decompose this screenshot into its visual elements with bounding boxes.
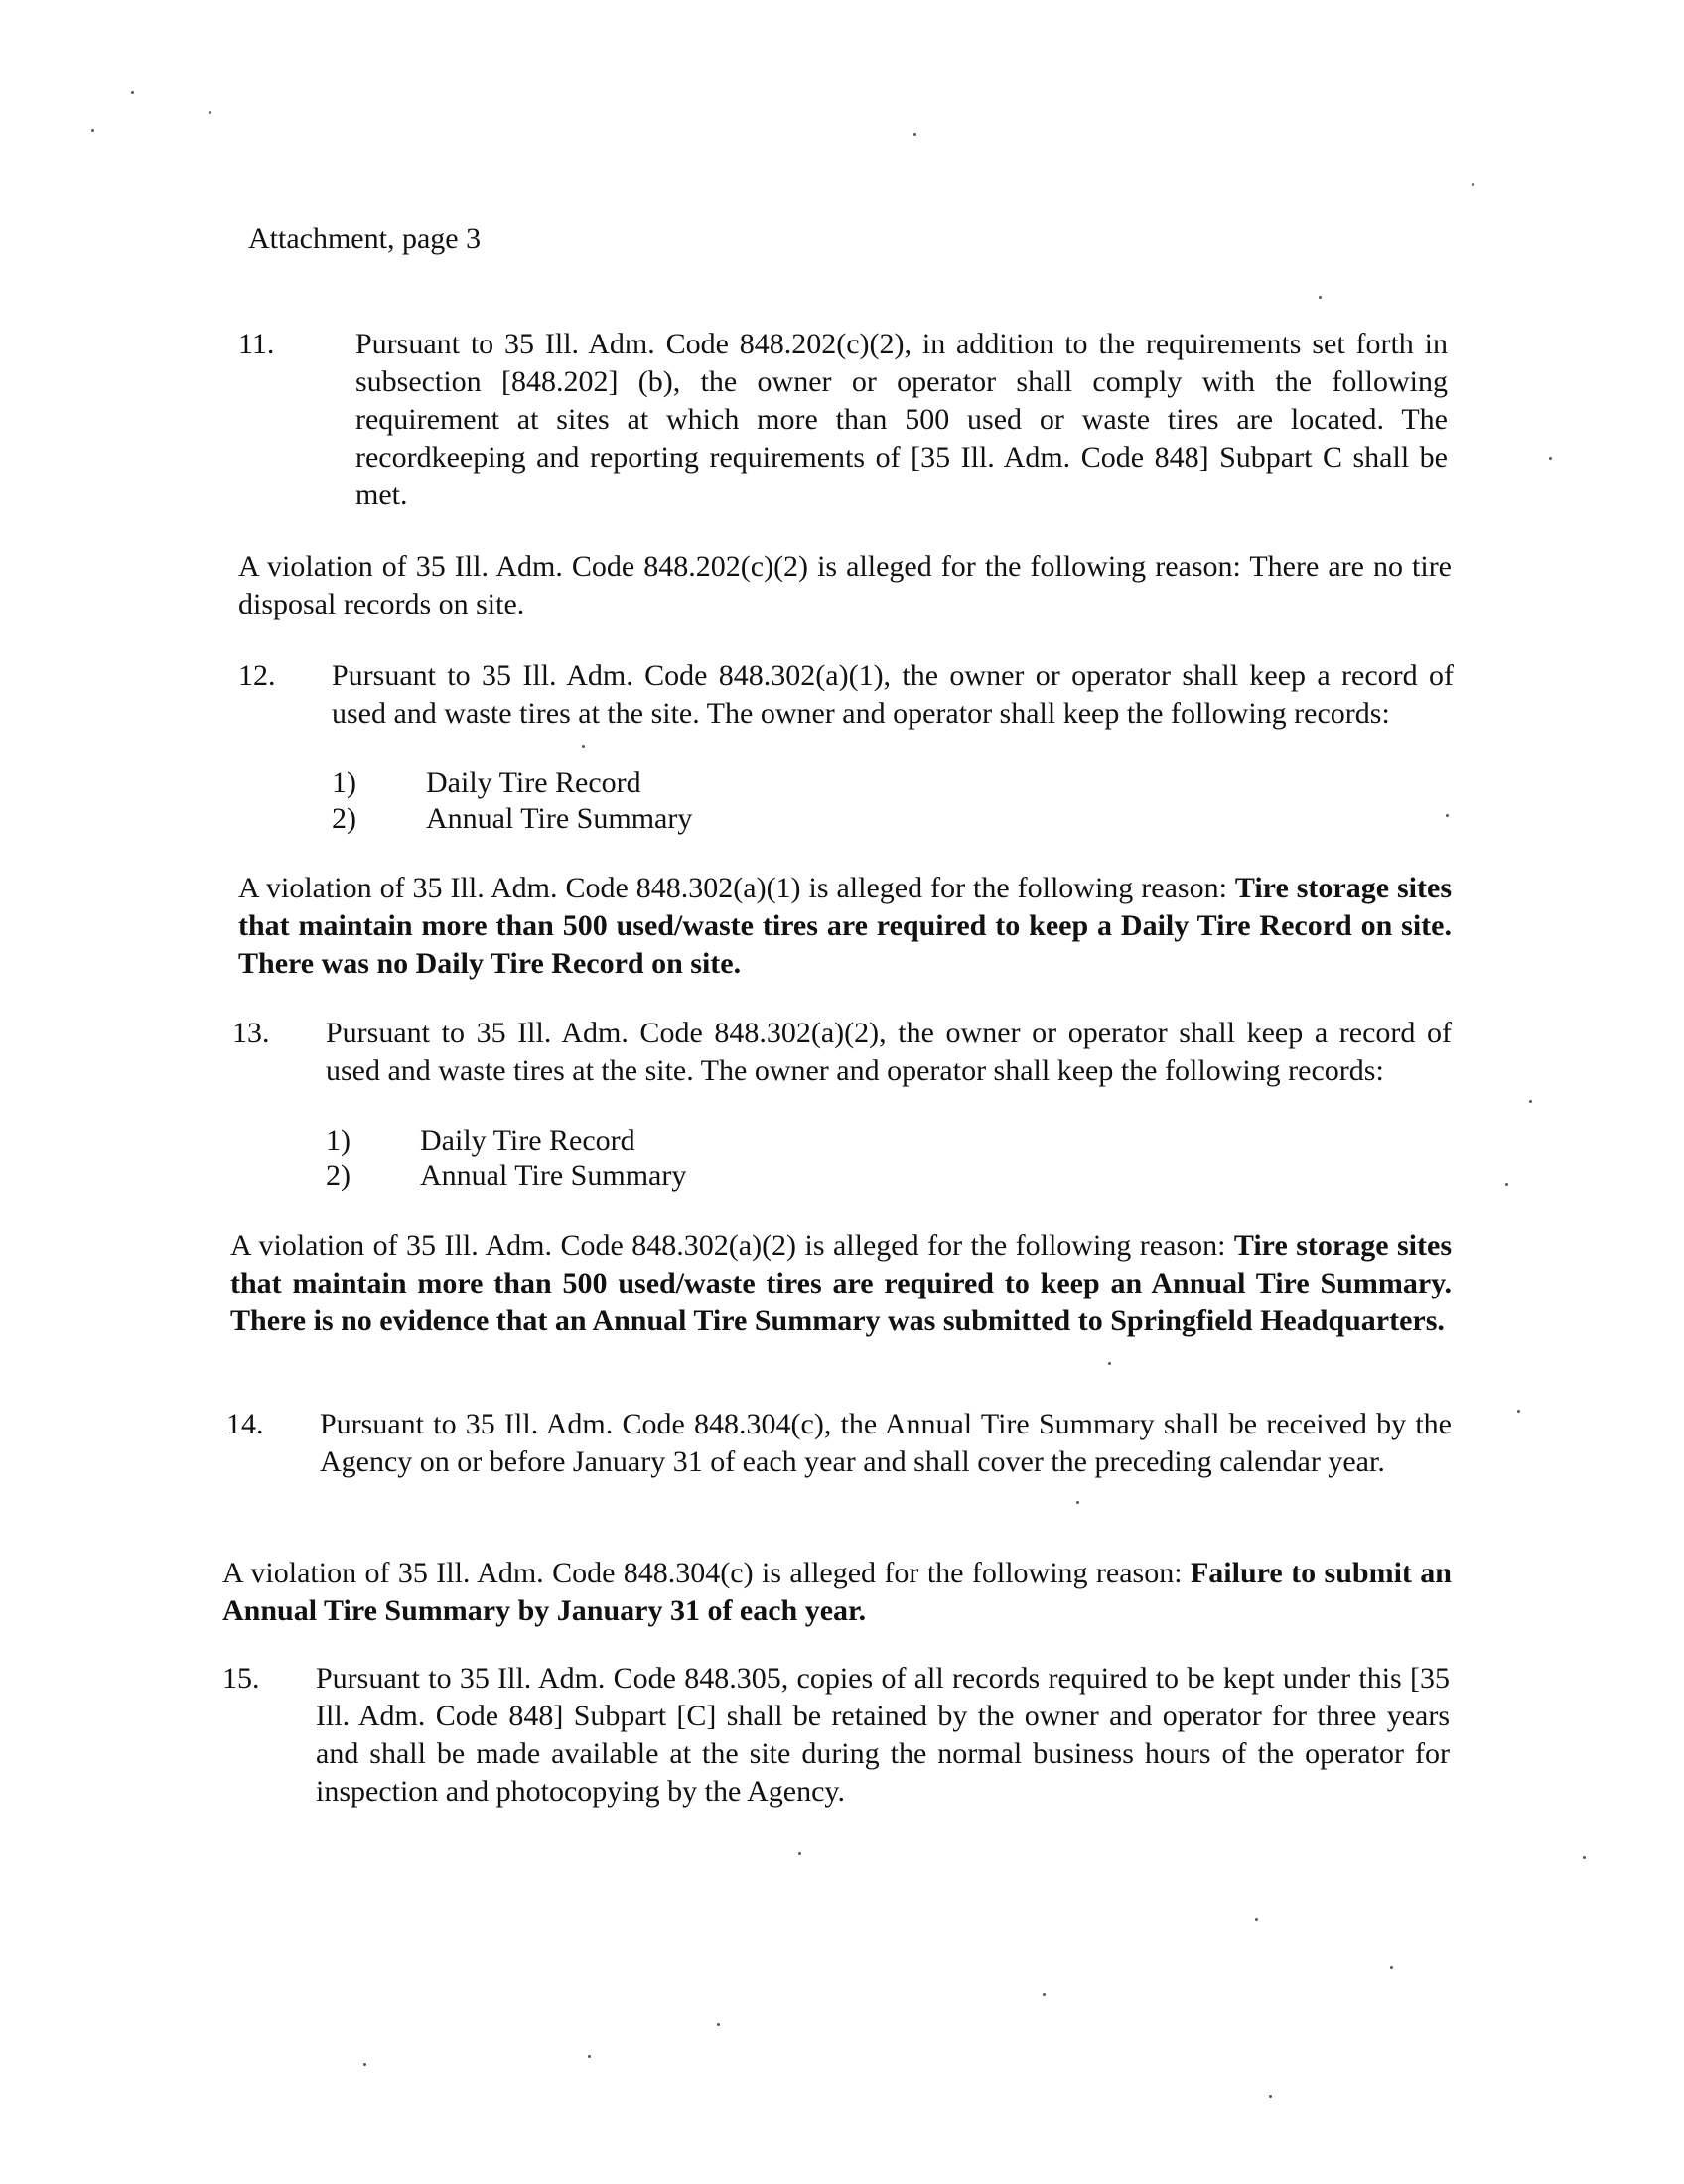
list-item-text: Annual Tire Summary xyxy=(420,1160,687,1192)
scan-speck xyxy=(131,91,134,94)
scan-speck xyxy=(91,129,94,132)
paragraph-number: 15. xyxy=(222,1662,260,1695)
scan-speck xyxy=(1517,1410,1520,1413)
violation-statement-12 xyxy=(238,870,1452,983)
list-item-text: Annual Tire Summary xyxy=(426,802,693,835)
paragraph-number: 12. xyxy=(238,659,276,692)
scan-speck xyxy=(1319,296,1322,299)
violation-statement-11 xyxy=(238,548,1452,623)
scan-speck xyxy=(717,2023,720,2026)
scan-speck xyxy=(582,745,585,748)
scan-speck xyxy=(1446,814,1449,817)
list-item-number: 1) xyxy=(326,1124,351,1157)
list-item-number: 2) xyxy=(332,802,356,835)
paragraph-text: Pursuant to 35 Ill. Adm. Code 848.305, copies of all records required to be kept under this [35 Ill. Adm. Code 848] Subpart [C] shall be retained by the owner and operator for three years and shall be made available at the site during the normal business hours of the operator for inspection and photocopying by the Agency. xyxy=(316,1662,1450,1808)
scan-speck xyxy=(1529,1100,1532,1103)
scan-speck xyxy=(1043,1993,1046,1996)
scan-speck xyxy=(913,133,916,136)
scan-speck xyxy=(1505,1183,1508,1186)
page-header: Attachment, page 3 xyxy=(248,222,482,255)
violation-statement-13 xyxy=(230,1227,1452,1340)
paragraph-text: Pursuant to 35 Ill. Adm. Code 848.304(c), the Annual Tire Summary shall be received by the Agency on or before January 31 of each year and shall cover the preceding calendar year. xyxy=(320,1408,1452,1478)
violation-statement-14 xyxy=(222,1555,1452,1630)
list-item-text: Daily Tire Record xyxy=(426,766,641,799)
scan-speck xyxy=(1583,1856,1586,1859)
scan-speck xyxy=(1269,2095,1272,2098)
scan-speck xyxy=(363,2063,366,2066)
scan-speck xyxy=(209,111,211,114)
paragraph-number: 13. xyxy=(232,1017,270,1049)
scan-speck xyxy=(798,1852,801,1855)
paragraph-text: Pursuant to 35 Ill. Adm. Code 848.302(a)(1), the owner or operator shall keep a record of used and waste tires at the site. The owner and operator shall keep the following records: xyxy=(332,659,1454,730)
scan-speck xyxy=(1390,1966,1393,1969)
scan-speck xyxy=(1108,1362,1111,1365)
scan-speck xyxy=(588,2055,591,2058)
list-item-number: 1) xyxy=(332,766,356,799)
violation-reason-bold: Failure to submit an Annual Tire Summary by January 31 of each year. xyxy=(222,1557,1452,1627)
violation-reason-text: A violation of 35 Ill. Adm. Code 848.302(a)(1) is alleged for the following reason: xyxy=(238,872,1235,904)
violation-reason-bold: Tire storage sites that maintain more than 500 used/waste tires are required to keep an Annual Tire Summary. There is no evidence that an Annual Tire Summary was submitted to Springfield Headquarters. xyxy=(230,1229,1452,1337)
paragraph-text: Pursuant to 35 Ill. Adm. Code 848.202(c)(2), in addition to the requirements set forth in subsection [848.202] (b), the owner or operator shall comply with the following requirement at sites at which more than 500 used or waste tires are located. The recordkeeping and reporting requirements of [35 Ill. Adm. Code 848] Subpart C shall be met. xyxy=(355,328,1448,511)
violation-reason-text: A violation of 35 Ill. Adm. Code 848.302(a)(2) is alleged for the following reason: xyxy=(230,1229,1234,1262)
list-item-text: Daily Tire Record xyxy=(420,1124,635,1157)
violation-reason-text: A violation of 35 Ill. Adm. Code 848.202(c)(2) is alleged for the following reason: There are no tire disposal records on site. xyxy=(238,550,1452,620)
list-item-number: 2) xyxy=(326,1160,351,1192)
paragraph-number: 14. xyxy=(226,1408,264,1440)
scan-speck xyxy=(1255,1918,1258,1921)
scan-speck xyxy=(1472,183,1474,186)
scan-speck xyxy=(1549,457,1552,460)
scan-speck xyxy=(1076,1501,1079,1504)
paragraph-text: Pursuant to 35 Ill. Adm. Code 848.302(a)(2), the owner or operator shall keep a record of used and waste tires at the site. The owner and operator shall keep the following records: xyxy=(326,1017,1452,1087)
violation-reason-text: A violation of 35 Ill. Adm. Code 848.304(c) is alleged for the following reason: xyxy=(222,1557,1191,1589)
violation-reason-bold: Tire storage sites that maintain more than 500 used/waste tires are required to keep a Daily Tire Record on site. There was no Daily Tire Record on site. xyxy=(238,872,1452,980)
paragraph-number: 11. xyxy=(238,328,275,360)
